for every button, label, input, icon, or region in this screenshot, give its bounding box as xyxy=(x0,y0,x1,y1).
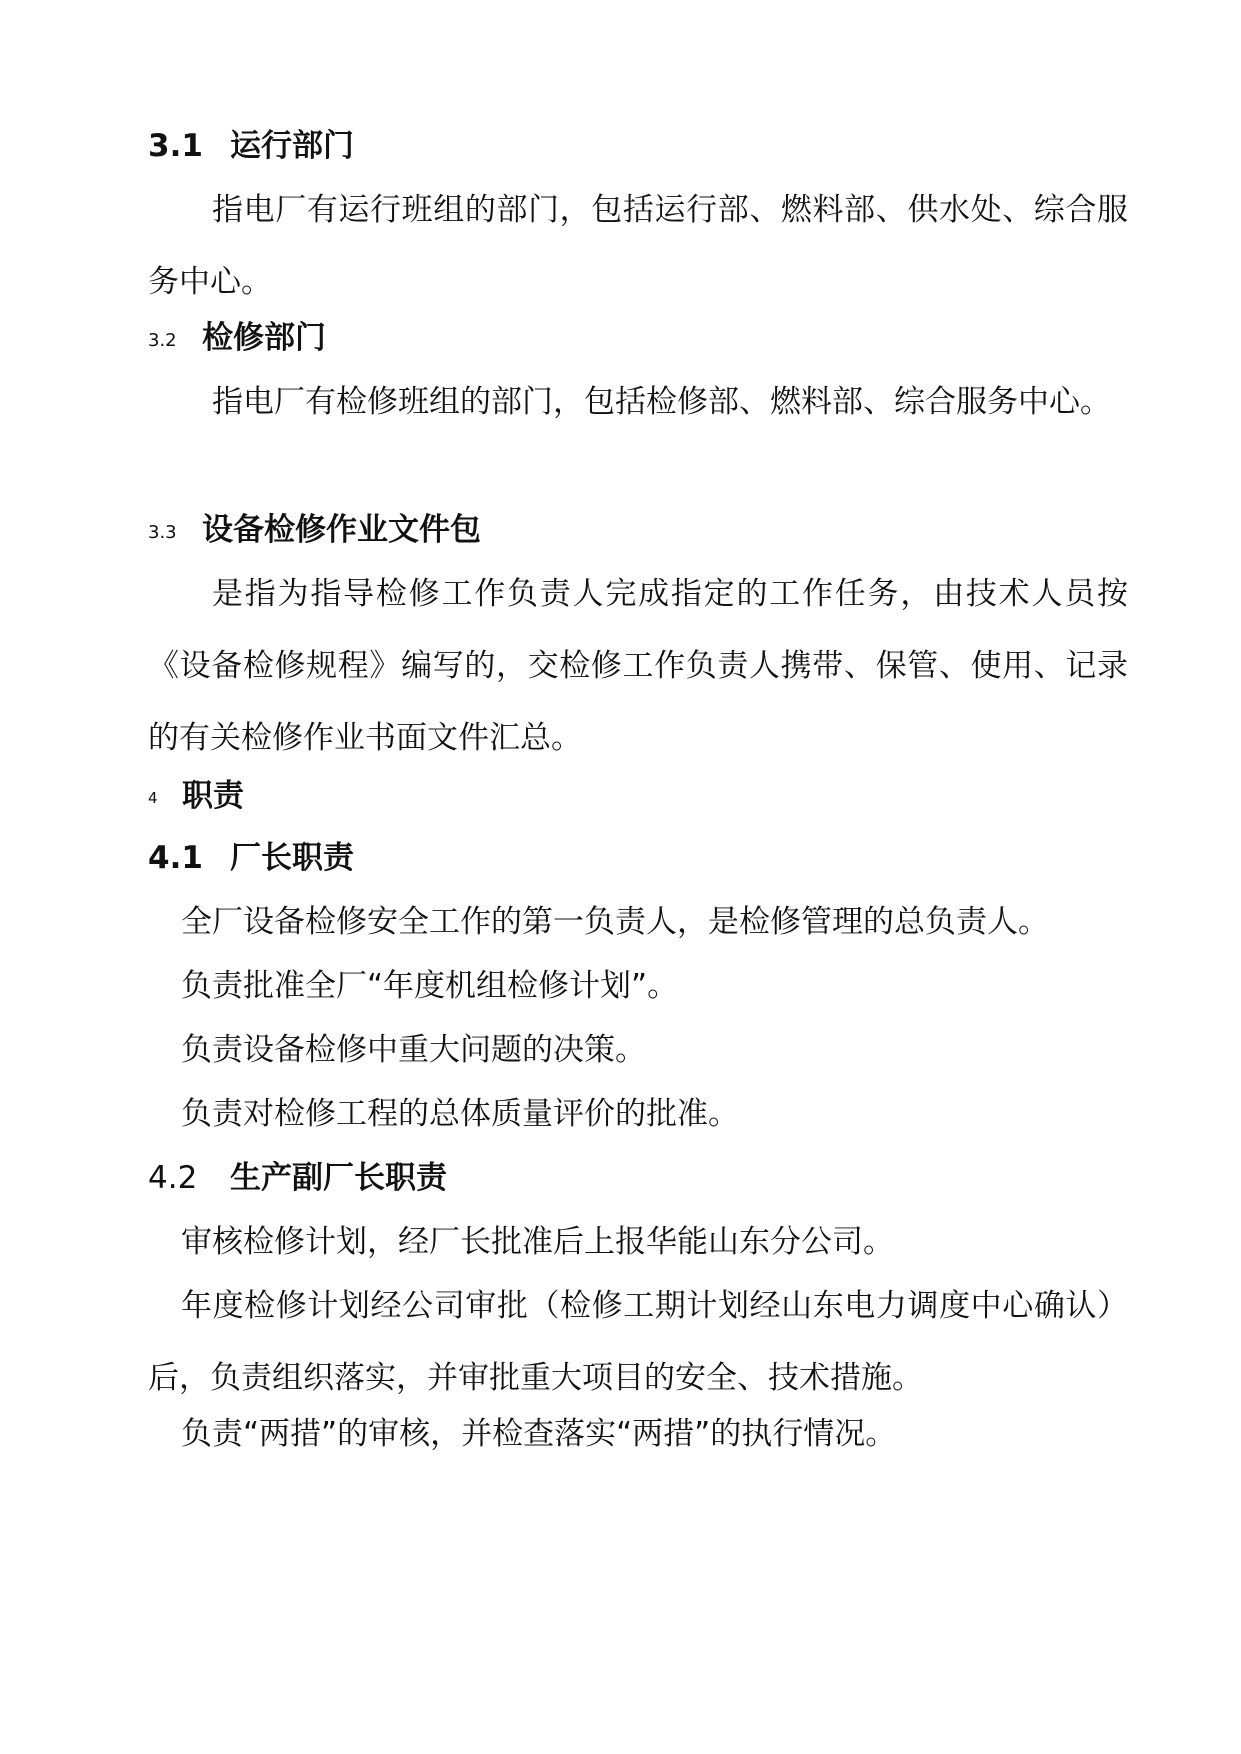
section-3-3-body: 是指为指导检修工作负责人完成指定的工作任务，由技术人员按《设备检修规程》编写的，交检修工作负责人携带、保管、使用、记录的有关检修作业书面文件汇总。 xyxy=(148,576,1128,756)
section-4-1-heading xyxy=(148,838,1128,878)
section-3-2-heading xyxy=(148,318,1128,361)
list-item: 负责设备检修中重大问题的决策。 xyxy=(181,1032,646,1068)
section-title: 生产副厂长职责 xyxy=(230,1160,447,1196)
list-item: 负责“两措”的审核，并检查落实“两措”的执行情况。 xyxy=(181,1416,897,1452)
section-4-2-heading xyxy=(148,1158,1128,1198)
list-item: 年度检修计划经公司审批（检修工期计划经山东电力调度中心确认）后，负责组织落实，并审批重大项目的安全、技术措施。 xyxy=(148,1288,1128,1396)
section-number: 4.2 xyxy=(148,1160,198,1196)
section-title: 职责 xyxy=(182,778,244,814)
section-3-1-heading xyxy=(148,126,1128,166)
section-title: 检修部门 xyxy=(202,320,326,356)
section-number: 3.3 xyxy=(148,522,177,543)
section-number: 3.2 xyxy=(148,330,177,351)
section-title: 运行部门 xyxy=(230,128,354,164)
section-title: 厂长职责 xyxy=(230,840,354,876)
section-number: 3.1 xyxy=(148,128,203,164)
section-3-1-body: 指电厂有运行班组的部门，包括运行部、燃料部、供水处、综合服务中心。 xyxy=(148,192,1128,300)
section-number: 4 xyxy=(148,789,158,807)
list-item: 负责批准全厂“年度机组检修计划”。 xyxy=(181,968,679,1004)
section-3-2-body: 指电厂有检修班组的部门，包括检修部、燃料部、综合服务中心。 xyxy=(212,384,1111,420)
list-item: 审核检修计划，经厂长批准后上报华能山东分公司。 xyxy=(181,1224,894,1260)
section-title: 设备检修作业文件包 xyxy=(202,512,481,548)
section-3-3-heading xyxy=(148,510,1128,553)
list-item: 负责对检修工程的总体质量评价的批准。 xyxy=(181,1096,739,1132)
section-4-heading xyxy=(148,776,1128,818)
list-item: 全厂设备检修安全工作的第一负责人，是检修管理的总负责人。 xyxy=(181,904,1049,940)
section-number: 4.1 xyxy=(148,840,203,876)
